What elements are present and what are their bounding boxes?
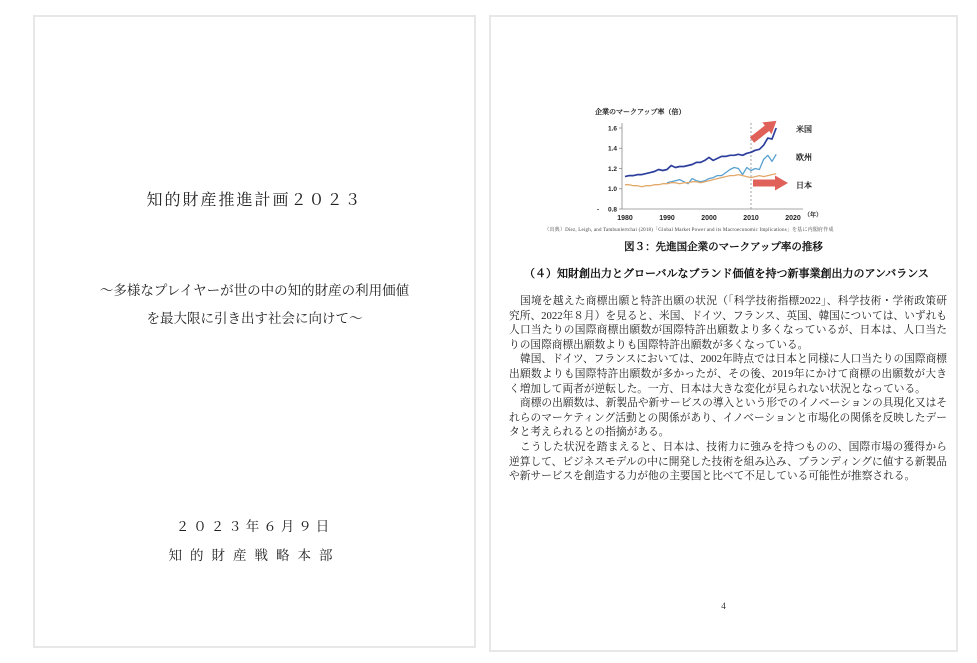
section-heading: （４）知財創出力とグローバルなブランド価値を持つ新事業創出力のアンバランス <box>524 268 929 280</box>
page-number: 4 <box>721 601 726 611</box>
series-label-3: 日本 <box>796 181 812 190</box>
chart-title: 企業のマークアップ率（倍） <box>595 109 686 116</box>
markup-rate-figure <box>539 103 849 233</box>
paragraph-1: 国境を越えた商標出願と特許出願の状況（「科学技術指標2022」、科学技術・学術政策研究所、2022年８月）を見ると、米国、ドイツ、フランス、英国、韓国については、いずれも人口当たりの国際商標出願数が国際特許出願数より多くなっているが、日本は、人口当たりの国際商標出願数よりも国際特許出願数が多くなっている。 <box>509 295 947 351</box>
x-tick-label: 2000 <box>701 215 717 222</box>
cover-footer <box>35 515 474 564</box>
paragraph-2: 韓国、ドイツ、フランスにおいては、2002年時点では日本と同様に人口当たりの国際商標出願数よりも国際特許出願数が多かったが、その後、2019年にかけて商標の出願数が大きく増加して両者が逆転した。一方、日本は大きな変化が見られない状況となっている。 <box>509 353 947 395</box>
series-label-1: 米国 <box>796 125 812 134</box>
markup-rate-chart <box>539 103 839 225</box>
chart-source-note: （出典）Díez, Leigh, and Tambunlertchai (2018)「Global Market Power and its Macroeconomic Implications」を基に内閣府作成 <box>544 228 834 233</box>
figure-caption: 図３：先進国企業のマークアップ率の推移 <box>624 241 823 253</box>
series-label-2: 欧州 <box>796 153 812 162</box>
content-page <box>489 15 958 652</box>
subtitle-line-1: ～多様なプレイヤーが世の中の知的財産の利用価値 <box>99 283 410 298</box>
x-tick-label: 2010 <box>743 215 759 222</box>
body-paragraphs <box>509 294 947 484</box>
paragraph-3: 商標の出願数は、新製品や新サービスの導入という形でのイノベーションの具現化又はそれらのマーケティング活動との関係があり、イノベーションと市場化の関係を反映したデータと考えられるとの指摘がある。 <box>509 397 947 439</box>
japan-flat-arrow <box>753 176 788 191</box>
y-tick-label: 1.6 <box>607 125 617 133</box>
subtitle-line-2: を最大限に引き出す社会に向けて～ <box>146 311 363 326</box>
y-tick-label: 0.8 <box>607 206 617 214</box>
cover-page <box>33 15 476 648</box>
y-tick-label: 1.2 <box>607 165 617 173</box>
x-axis-unit-label: （年） <box>804 213 823 219</box>
x-tick-label: 2020 <box>785 215 801 222</box>
x-tick-label: 1990 <box>659 215 675 222</box>
y-axis-stray-mark: - <box>596 206 599 214</box>
arrow-shape <box>753 176 788 191</box>
publication-date: ２０２３年６月９日 <box>175 519 334 534</box>
x-tick-label: 1980 <box>617 215 633 222</box>
chart-axes <box>622 123 803 209</box>
series-line-2 <box>667 154 776 183</box>
document-subtitle <box>35 277 474 333</box>
y-tick-label: 1.4 <box>607 145 617 153</box>
document-title: 知的財産推進計画２０２３ <box>146 192 363 209</box>
publishing-organization: 知的財産戦略本部 <box>168 548 341 563</box>
y-tick-label: 1.0 <box>607 186 617 194</box>
paragraph-4: こうした状況を踏まえると、日本は、技術力に強みを持つものの、国際市場の獲得から逆算して、ビジネスモデルの中に開発した技術を組み込み、ブランディングに値する新製品や新サービスを創造する力が他の主要国と比べて不足している可能性が推察される。 <box>509 440 947 483</box>
